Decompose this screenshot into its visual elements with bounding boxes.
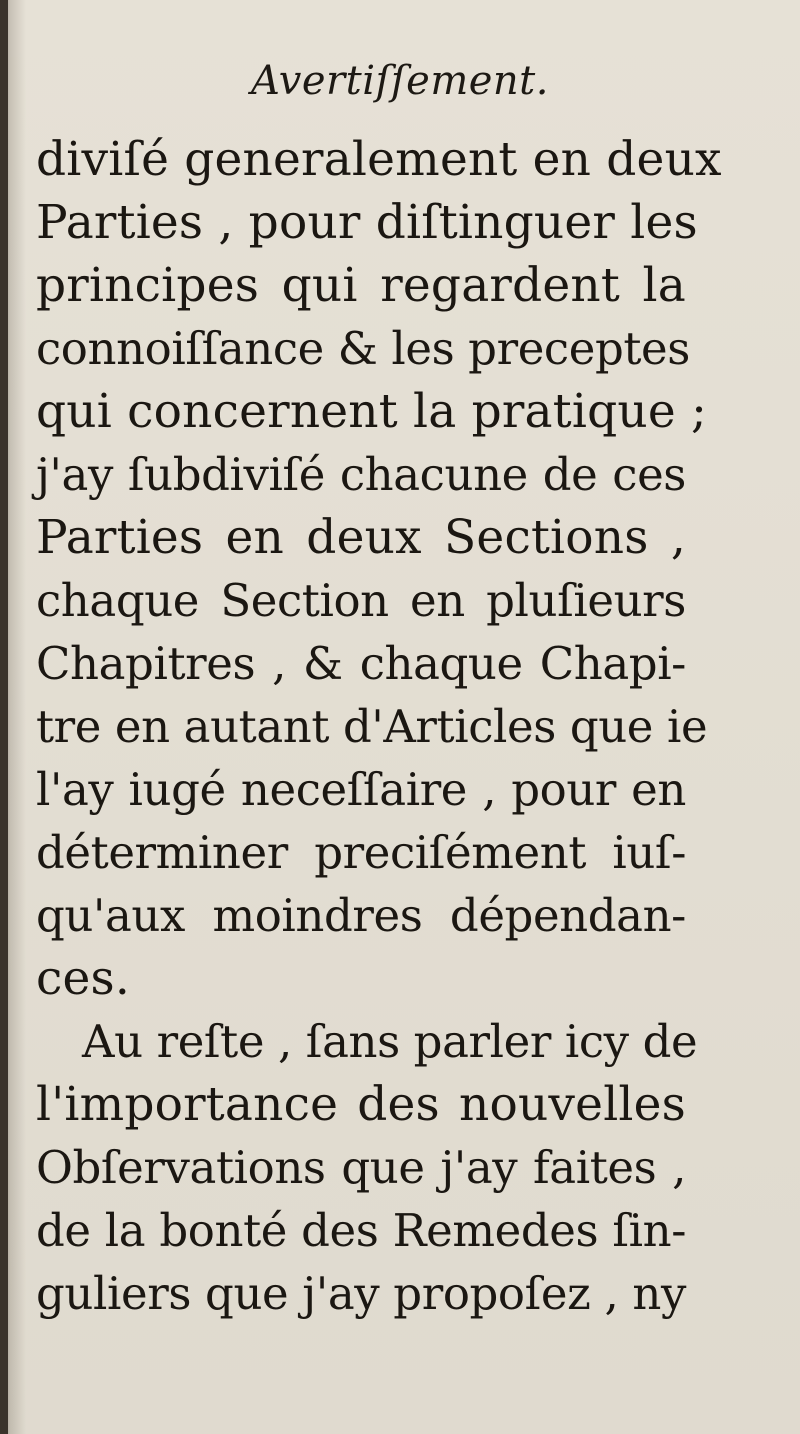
running-head: Avertiſſement. [251, 58, 549, 104]
text-line: qui concernent la pratique ; [36, 384, 708, 439]
text-line: principes qui regardent la [36, 258, 686, 313]
text-line: connoiſſance & les preceptes [36, 322, 690, 375]
text-line: Parties , pour diſtinguer les [36, 195, 698, 250]
body-text [36, 128, 722, 1325]
text-line: chaque Section en pluſieurs [36, 574, 686, 627]
text-line: déterminer preciſément iuſ- [36, 826, 686, 879]
page-binding-edge [0, 0, 8, 1434]
text-line: Chapitres , & chaque Chapi- [36, 637, 686, 690]
text-line: Au reſte , ſans parler icy de [82, 1015, 698, 1068]
text-line: de la bonté des Remedes ſin- [36, 1204, 686, 1257]
text-line: tre en autant d'Articles que ie [36, 700, 708, 753]
text-line: guliers que j'ay propoſez , ny [36, 1267, 686, 1320]
text-line: l'ay iugé neceſſaire , pour en [36, 763, 686, 816]
text-line: diviſé generalement en deux [36, 132, 722, 187]
text-line: j'ay ſubdiviſé chacune de ces [36, 448, 686, 501]
text-line: l'importance des nouvelles [36, 1077, 686, 1132]
text-line: Obſervations que j'ay faites , [36, 1141, 686, 1194]
text-line: qu'aux moindres dépendan- [36, 889, 686, 942]
text-line: Parties en deux Sections , [36, 510, 686, 565]
text-line: ces. [36, 951, 130, 1006]
